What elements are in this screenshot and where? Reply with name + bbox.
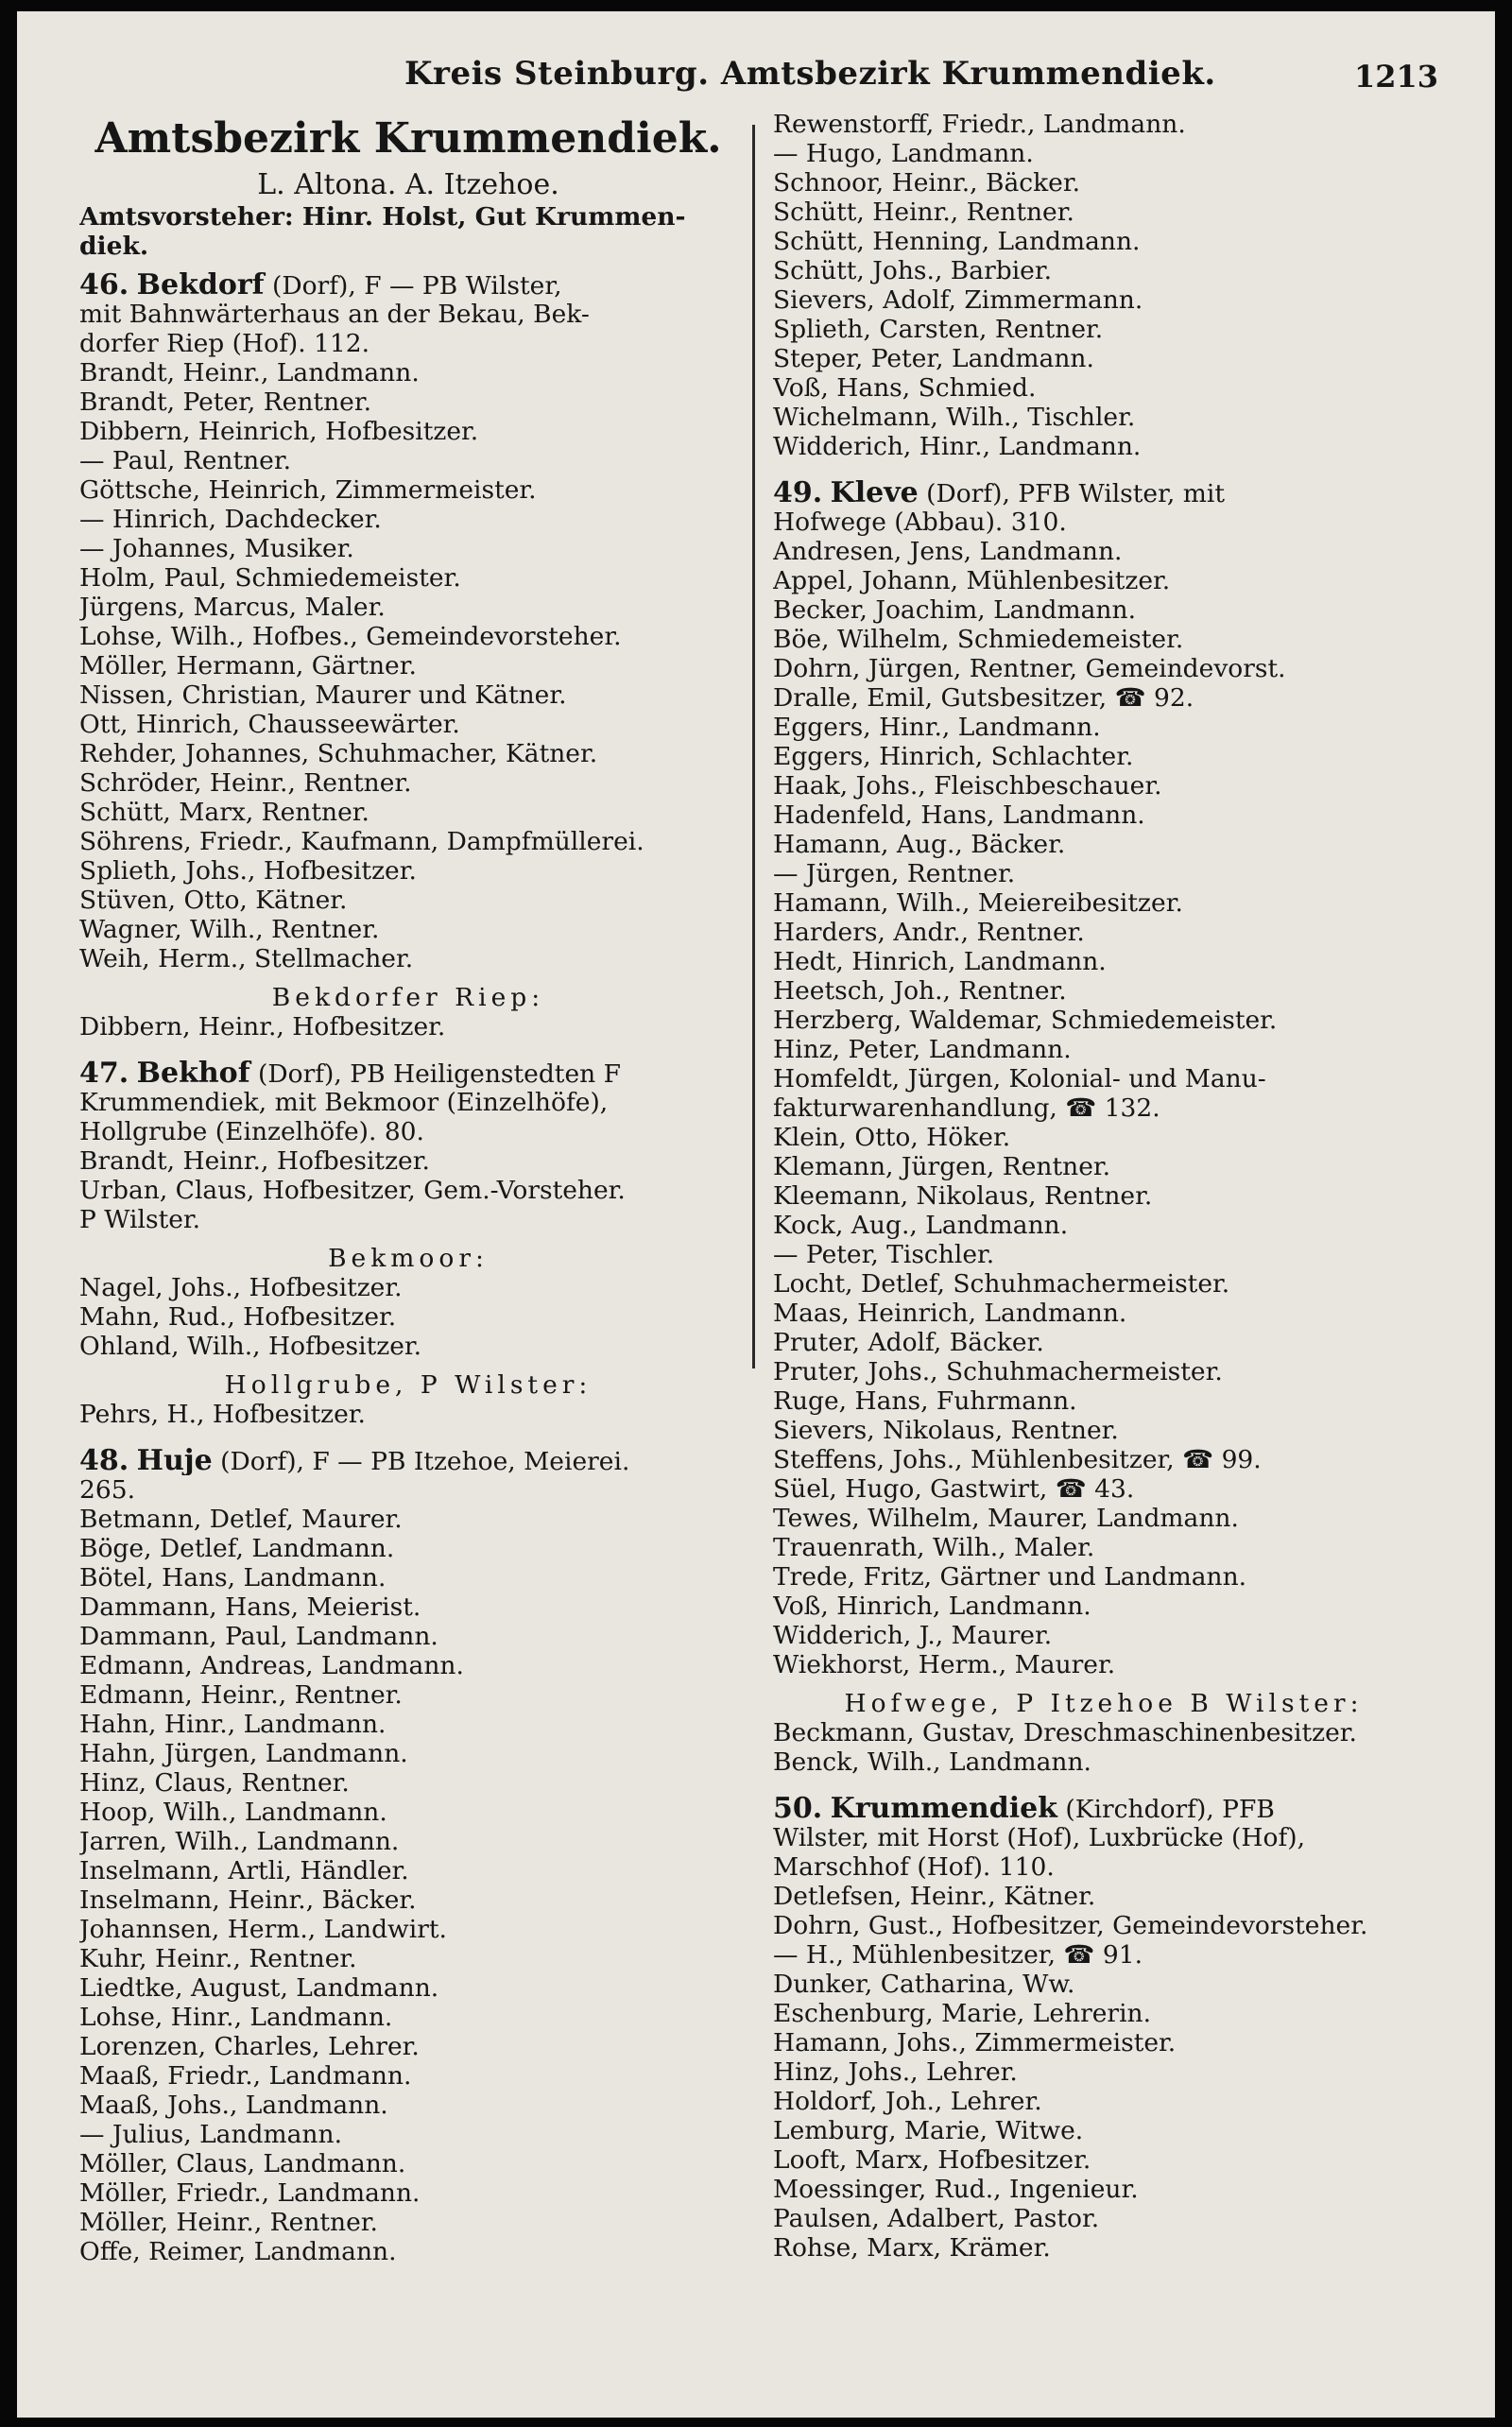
resident-row: Bötel, Hans, Landmann. xyxy=(79,1563,387,1592)
resident-row: Eggers, Hinr., Landmann. xyxy=(773,713,1101,742)
entry-header-line xyxy=(773,1852,1435,1882)
spacer xyxy=(773,2263,1435,2280)
right-sections xyxy=(773,478,1435,2280)
entry-place-name: Huje xyxy=(136,1446,213,1475)
resident-row: Rehder, Johannes, Schuhmacher, Kätner. xyxy=(79,739,598,768)
subsection-title: Bekdorfer Riep: xyxy=(271,983,545,1012)
spacer xyxy=(79,1234,737,1244)
resident-row: Eschenburg, Marie, Lehrerin. xyxy=(773,1999,1152,2028)
resident-row: Hamann, Wilh., Meiereibesitzer. xyxy=(773,888,1183,918)
continued-list xyxy=(773,110,1435,461)
entry-description: (Dorf), PB Heiligenstedten F xyxy=(249,1059,621,1088)
resident-row: Betmann, Detlef, Maurer. xyxy=(79,1505,403,1534)
resident-row: Hahn, Hinr., Landmann. xyxy=(79,1710,387,1739)
resident-row: fakturwarenhandlung, ☎ 132. xyxy=(773,1093,1160,1123)
resident-row: Widderich, J., Maurer. xyxy=(773,1621,1053,1650)
spacer xyxy=(79,261,737,270)
resident-row: Mahn, Rud., Hofbesitzer. xyxy=(79,1302,397,1332)
resident-row: Schütt, Marx, Rentner. xyxy=(79,798,369,827)
resident-row: Möller, Friedr., Landmann. xyxy=(79,2178,421,2208)
resident-row: — Johannes, Musiker. xyxy=(79,534,354,563)
resident-row: Dohrn, Gust., Hofbesitzer, Gemeindevorsteher. xyxy=(773,1911,1368,1940)
district-subheading: L. Altona. A. Itzehoe. xyxy=(257,168,559,201)
resident-row: Lohse, Hinr., Landmann. xyxy=(79,2003,393,2032)
resident-row: Böe, Wilhelm, Schmiedemeister. xyxy=(773,625,1184,654)
subsection-title: Hofwege, P Itzehoe B Wilster: xyxy=(844,1689,1364,1718)
resident-row: Splieth, Carsten, Rentner. xyxy=(773,315,1104,344)
resident-row: Sievers, Adolf, Zimmermann. xyxy=(773,285,1143,315)
resident-row: Urban, Claus, Hofbesitzer, Gem.-Vorsteher. xyxy=(79,1176,626,1205)
resident-row: Stüven, Otto, Kätner. xyxy=(79,886,348,915)
resident-row: Klemann, Jürgen, Rentner. xyxy=(773,1152,1111,1181)
entry-number: 49. xyxy=(773,478,823,508)
entry-description: (Kirchdorf), PFB xyxy=(1057,1795,1275,1823)
resident-row: Ohland, Wilh., Hofbesitzer. xyxy=(79,1332,422,1361)
resident-row: Holm, Paul, Schmiedemeister. xyxy=(79,563,461,593)
resident-row: Kock, Aug., Landmann. xyxy=(773,1211,1069,1240)
resident-row: Lorenzen, Charles, Lehrer. xyxy=(79,2032,420,2061)
resident-row: Maas, Heinrich, Landmann. xyxy=(773,1299,1127,1328)
resident-row: Maaß, Johs., Landmann. xyxy=(79,2091,388,2120)
resident-row: — Paul, Rentner. xyxy=(79,446,292,475)
resident-row: Pehrs, H., Hofbesitzer. xyxy=(79,1400,366,1429)
resident-row: Wagner, Wilh., Rentner. xyxy=(79,915,380,944)
amtsvorsteher-line: diek. xyxy=(79,232,149,261)
resident-row: Wichelmann, Wilh., Tischler. xyxy=(773,403,1136,432)
entry-description: dorfer Riep (Hof). 112. xyxy=(79,329,370,358)
resident-row: Locht, Detlef, Schuhmachermeister. xyxy=(773,1269,1230,1299)
resident-row: Andresen, Jens, Landmann. xyxy=(773,537,1123,566)
resident-row: Brandt, Heinr., Landmann. xyxy=(79,358,420,387)
resident-row: Paulsen, Adalbert, Pastor. xyxy=(773,2204,1100,2233)
resident-row: Heetsch, Joh., Rentner. xyxy=(773,976,1067,1006)
resident-row: Brandt, Heinr., Hofbesitzer. xyxy=(79,1146,430,1176)
resident-row: Schröder, Heinr., Rentner. xyxy=(79,768,412,798)
resident-row: Kleemann, Nikolaus, Rentner. xyxy=(773,1181,1153,1211)
entry-description: mit Bahnwärterhaus an der Bekau, Bek- xyxy=(79,300,590,329)
resident-row: — Julius, Landmann. xyxy=(79,2120,342,2149)
entry-header-line xyxy=(79,1088,737,1117)
right-column xyxy=(773,110,1435,2404)
resident-row: Looft, Marx, Hofbesitzer. xyxy=(773,2145,1091,2175)
resident-row: Inselmann, Artli, Händler. xyxy=(79,1856,409,1885)
entry-header-line xyxy=(79,1475,737,1505)
resident-row: Edmann, Andreas, Landmann. xyxy=(79,1651,464,1680)
spacer xyxy=(79,1041,737,1059)
entry-header-line xyxy=(79,300,737,329)
resident-row: Dammann, Hans, Meierist. xyxy=(79,1592,421,1622)
resident-row: Dibbern, Heinrich, Hofbesitzer. xyxy=(79,417,479,446)
page-header xyxy=(17,55,1495,96)
resident-row: Benck, Wilh., Landmann. xyxy=(773,1747,1091,1777)
resident-row: Schütt, Heinr., Rentner. xyxy=(773,198,1074,227)
resident-row: Rewenstorff, Friedr., Landmann. xyxy=(773,110,1186,139)
resident-row: Kuhr, Heinr., Rentner. xyxy=(79,1944,357,1973)
entry-description: 265. xyxy=(79,1475,136,1505)
entry-header-line xyxy=(79,1117,737,1146)
resident-row: Dralle, Emil, Gutsbesitzer, ☎ 92. xyxy=(773,683,1194,713)
resident-row: — Hugo, Landmann. xyxy=(773,139,1034,168)
entry-header-line xyxy=(773,508,1435,537)
resident-row: Möller, Hermann, Gärtner. xyxy=(79,651,417,680)
resident-row: Dunker, Catharina, Ww. xyxy=(773,1970,1075,1999)
resident-row: Brandt, Peter, Rentner. xyxy=(79,387,372,417)
resident-row: Wiekhorst, Herm., Maurer. xyxy=(773,1650,1116,1679)
resident-row: Widderich, Hinr., Landmann. xyxy=(773,432,1142,461)
resident-row: Möller, Heinr., Rentner. xyxy=(79,2208,378,2237)
entry-header-line xyxy=(773,1794,1435,1823)
entry-description: (Dorf), F — PB Wilster, xyxy=(264,271,562,300)
entry-header-line xyxy=(79,270,737,300)
entry-number: 50. xyxy=(773,1794,823,1823)
subsection-title: Hollgrube, P Wilster: xyxy=(224,1370,593,1400)
resident-row: Herzberg, Waldemar, Schmiedemeister. xyxy=(773,1006,1278,1035)
directory-page xyxy=(17,11,1495,2418)
resident-row: Lemburg, Marie, Witwe. xyxy=(773,2116,1084,2145)
entry-description: Hollgrube (Einzelhöfe). 80. xyxy=(79,1117,424,1146)
resident-row: — Hinrich, Dachdecker. xyxy=(79,505,382,534)
resident-row: Nagel, Johs., Hofbesitzer. xyxy=(79,1273,403,1302)
resident-row: Hahn, Jürgen, Landmann. xyxy=(79,1739,408,1768)
header-title: Kreis Steinburg. Amtsbezirk Krummendiek. xyxy=(404,55,1216,93)
entry-number: 46. xyxy=(79,270,129,300)
resident-row: Trede, Fritz, Gärtner und Landmann. xyxy=(773,1562,1247,1592)
resident-row: Ott, Hinrich, Chausseewärter. xyxy=(79,710,460,739)
resident-row: Moessinger, Rud., Ingenieur. xyxy=(773,2175,1139,2204)
resident-row: Pruter, Adolf, Bäcker. xyxy=(773,1328,1044,1357)
resident-row: Haak, Johs., Fleischbeschauer. xyxy=(773,771,1162,800)
resident-row: Homfeldt, Jürgen, Kolonial- und Manu- xyxy=(773,1064,1266,1093)
resident-row: Becker, Joachim, Landmann. xyxy=(773,595,1136,625)
entry-description: (Dorf), PFB Wilster, mit xyxy=(918,479,1225,508)
district-heading: Amtsbezirk Krummendiek. xyxy=(94,114,722,163)
resident-row: Rohse, Marx, Krämer. xyxy=(773,2233,1051,2263)
entry-place-name: Bekhof xyxy=(136,1059,250,1088)
page-number: 1213 xyxy=(1353,59,1438,95)
spacer xyxy=(79,2266,737,2283)
resident-row: Maaß, Friedr., Landmann. xyxy=(79,2061,412,2091)
resident-row: Sievers, Nikolaus, Rentner. xyxy=(773,1416,1119,1445)
resident-row: Ruge, Hans, Fuhrmann. xyxy=(773,1386,1077,1416)
spacer xyxy=(773,1777,1435,1794)
spacer xyxy=(79,1361,737,1370)
resident-row: Jürgens, Marcus, Maler. xyxy=(79,593,386,622)
left-sections xyxy=(79,270,737,2283)
entry-header-line xyxy=(79,1059,737,1088)
resident-row: Schnoor, Heinr., Bäcker. xyxy=(773,168,1081,198)
resident-row: Dammann, Paul, Landmann. xyxy=(79,1622,438,1651)
resident-row: Hamann, Aug., Bäcker. xyxy=(773,830,1066,859)
entry-description: Marschhof (Hof). 110. xyxy=(773,1852,1055,1882)
entry-header-line xyxy=(773,478,1435,508)
resident-row: — Jürgen, Rentner. xyxy=(773,859,1016,888)
resident-row: Dibbern, Heinr., Hofbesitzer. xyxy=(79,1012,446,1041)
resident-row: Lohse, Wilh., Hofbes., Gemeindevorsteher. xyxy=(79,622,622,651)
resident-row: Steper, Peter, Landmann. xyxy=(773,344,1094,373)
entry-header-line xyxy=(79,1446,737,1475)
entry-header-line xyxy=(79,329,737,358)
resident-row: Harders, Andr., Rentner. xyxy=(773,918,1085,947)
entry-description: Hofwege (Abbau). 310. xyxy=(773,508,1067,537)
resident-row: Hoop, Wilh., Landmann. xyxy=(79,1798,387,1827)
entry-place-name: Krummendiek xyxy=(830,1794,1057,1823)
resident-row: Tewes, Wilhelm, Maurer, Landmann. xyxy=(773,1504,1239,1533)
amtsvorsteher-line: Amtsvorsteher: Hinr. Holst, Gut Krummen- xyxy=(79,202,686,232)
entry-description: Krummendiek, mit Bekmoor (Einzelhöfe), xyxy=(79,1088,609,1117)
resident-row: Splieth, Johs., Hofbesitzer. xyxy=(79,856,417,886)
resident-row: Möller, Claus, Landmann. xyxy=(79,2149,406,2178)
left-column xyxy=(79,110,737,2404)
resident-row: Jarren, Wilh., Landmann. xyxy=(79,1827,400,1856)
resident-row: Hinz, Johs., Lehrer. xyxy=(773,2057,1018,2087)
resident-row: Hadenfeld, Hans, Landmann. xyxy=(773,800,1145,830)
entry-place-name: Kleve xyxy=(830,478,919,508)
resident-row: Detlefsen, Heinr., Kätner. xyxy=(773,1882,1096,1911)
resident-row: Weih, Herm., Stellmacher. xyxy=(79,944,414,973)
resident-row: Hinz, Claus, Rentner. xyxy=(79,1768,350,1798)
resident-row: Voß, Hinrich, Landmann. xyxy=(773,1592,1091,1621)
resident-row: — Peter, Tischler. xyxy=(773,1240,995,1269)
spacer xyxy=(79,1429,737,1446)
entry-header-line xyxy=(773,1823,1435,1852)
entry-description: Wilster, mit Horst (Hof), Luxbrücke (Hof), xyxy=(773,1823,1306,1852)
resident-row: Hamann, Johs., Zimmermeister. xyxy=(773,2028,1177,2057)
resident-row: Hedt, Hinrich, Landmann. xyxy=(773,947,1107,976)
resident-row: Söhrens, Friedr., Kaufmann, Dampfmüllerei. xyxy=(79,827,644,856)
resident-row: Liedtke, August, Landmann. xyxy=(79,1973,439,2003)
resident-row: Schütt, Johs., Barbier. xyxy=(773,256,1053,285)
resident-row: — H., Mühlenbesitzer, ☎ 91. xyxy=(773,1940,1143,1970)
entry-number: 47. xyxy=(79,1059,129,1088)
resident-row: Holdorf, Joh., Lehrer. xyxy=(773,2087,1042,2116)
entry-number: 48. xyxy=(79,1446,129,1475)
resident-row: Dohrn, Jürgen, Rentner, Gemeindevorst. xyxy=(773,654,1286,683)
entry-place-name: Bekdorf xyxy=(136,270,265,300)
resident-row: Böge, Detlef, Landmann. xyxy=(79,1534,395,1563)
spacer xyxy=(773,1679,1435,1689)
resident-row: Steffens, Johs., Mühlenbesitzer, ☎ 99. xyxy=(773,1445,1262,1474)
spacer xyxy=(773,461,1435,478)
resident-row: Klein, Otto, Höker. xyxy=(773,1123,1011,1152)
resident-row: Inselmann, Heinr., Bäcker. xyxy=(79,1885,417,1915)
subsection-title: Bekmoor: xyxy=(328,1244,489,1273)
resident-row: Schütt, Henning, Landmann. xyxy=(773,227,1141,256)
resident-row: Pruter, Johs., Schuhmachermeister. xyxy=(773,1357,1223,1386)
resident-row: Trauenrath, Wilh., Maler. xyxy=(773,1533,1095,1562)
resident-row: Eggers, Hinrich, Schlachter. xyxy=(773,742,1134,771)
resident-row: P Wilster. xyxy=(79,1205,201,1234)
resident-row: Appel, Johann, Mühlenbesitzer. xyxy=(773,566,1171,595)
resident-row: Offe, Reimer, Landmann. xyxy=(79,2237,397,2266)
resident-row: Edmann, Heinr., Rentner. xyxy=(79,1680,403,1710)
resident-row: Hinz, Peter, Landmann. xyxy=(773,1035,1072,1064)
spacer xyxy=(79,973,737,983)
resident-row: Johannsen, Herm., Landwirt. xyxy=(79,1915,447,1944)
entry-description: (Dorf), F — PB Itzehoe, Meierei. xyxy=(212,1447,630,1475)
resident-row: Voß, Hans, Schmied. xyxy=(773,373,1037,403)
column-divider xyxy=(752,125,755,1368)
resident-row: Göttsche, Heinrich, Zimmermeister. xyxy=(79,475,537,505)
resident-row: Beckmann, Gustav, Dreschmaschinenbesitzer. xyxy=(773,1718,1357,1747)
resident-row: Nissen, Christian, Maurer und Kätner. xyxy=(79,680,567,710)
resident-row: Süel, Hugo, Gastwirt, ☎ 43. xyxy=(773,1474,1135,1504)
